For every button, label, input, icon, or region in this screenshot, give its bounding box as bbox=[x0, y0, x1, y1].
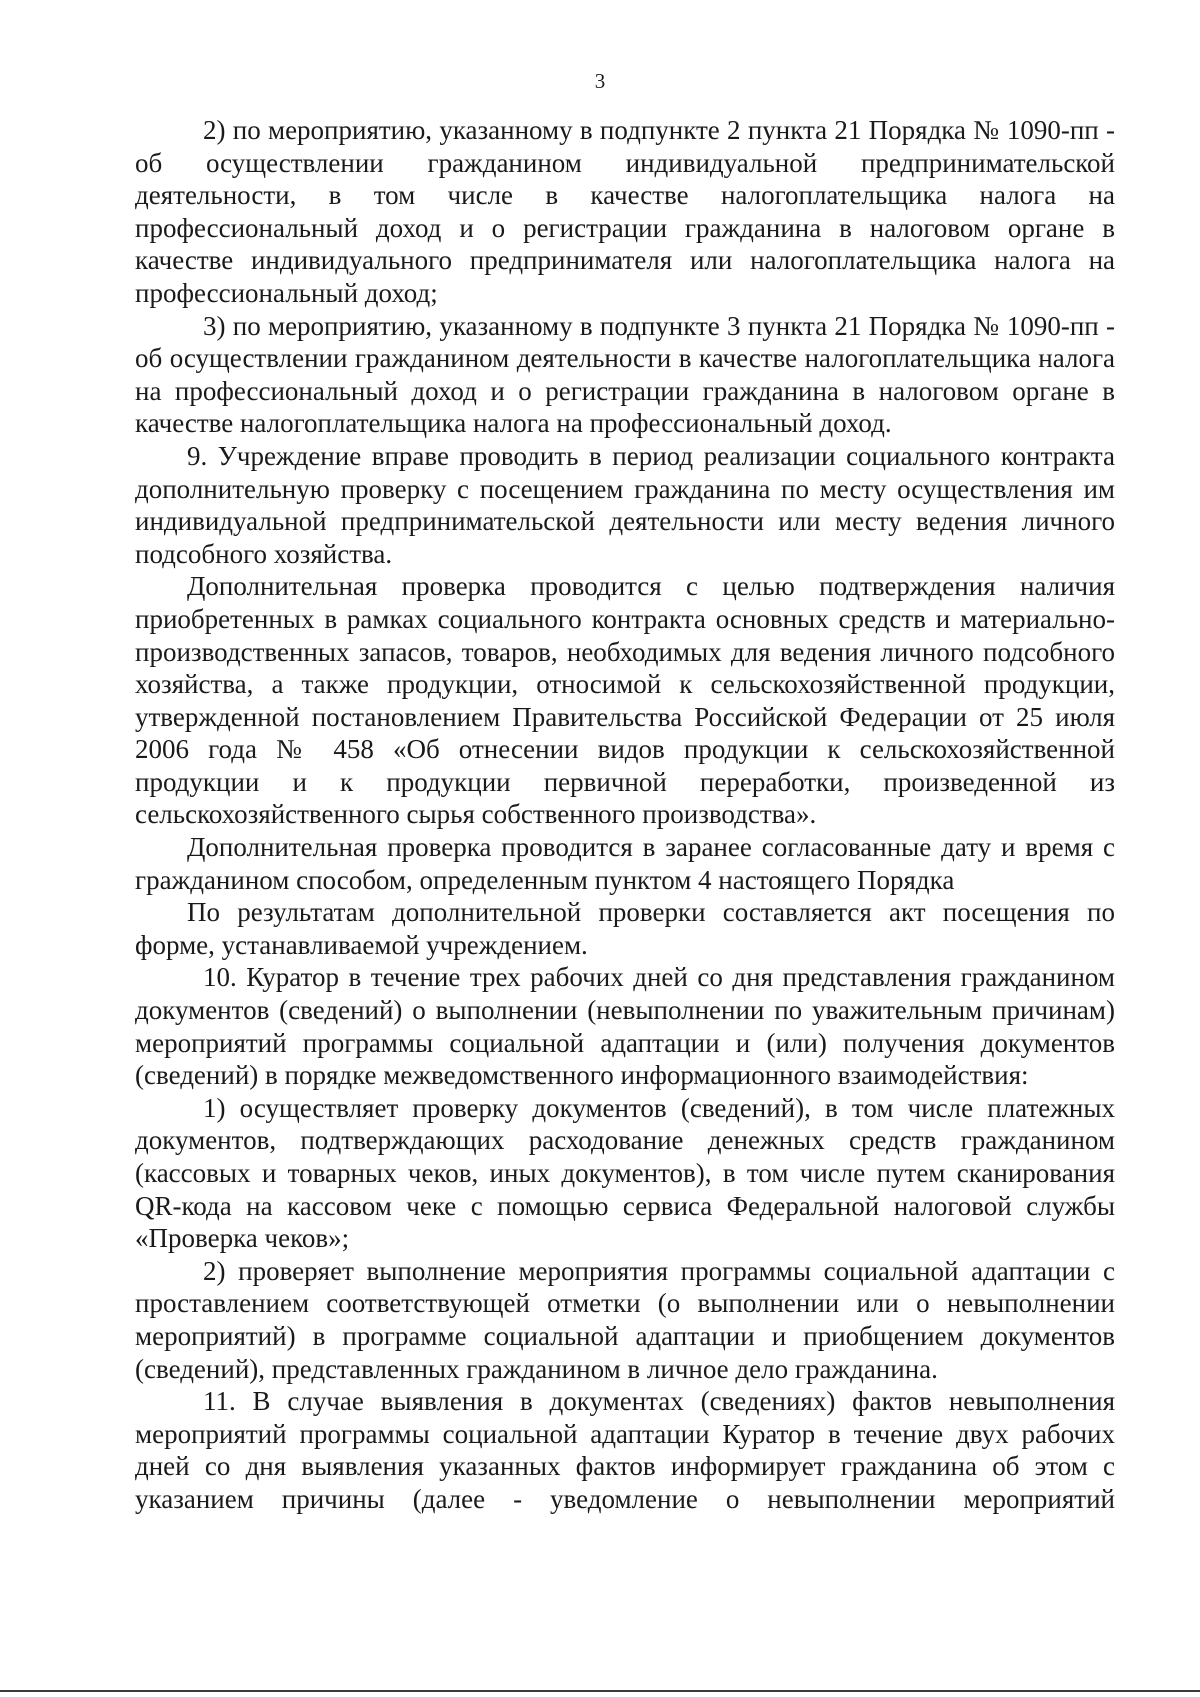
paragraph-visit-act: По результатам дополнительной проверки составляется акт посещения по форме, устанавливаемой учреждением. bbox=[135, 897, 1115, 960]
paragraph-additional-check-time: Дополнительная проверка проводится в заранее согласованные дату и время с гражданином способом, определенным пунктом 4 настоящего Порядка bbox=[135, 832, 1115, 895]
page-bottom-rule bbox=[0, 1690, 1200, 1692]
paragraph-clause-10-item-2: 2) проверяет выполнение мероприятия программы социальной адаптации с проставлением соответствующей отметки (о выполнении или о невыполнении мероприятий) в программе социальной адаптации и приобщением документов (сведений), представленных гражданином в личное дело гражданина. bbox=[135, 1255, 1115, 1384]
document-body bbox=[135, 114, 1115, 1516]
paragraph-clause-10-item-1: 1) осуществляет проверку документов (сведений), в том числе платежных документов, подтверждающих расходование денежных средств гражданином (кассовых и товарных чеков, иных документов), в том числе путем сканирования QR-кода на кассовом чеке с помощью сервиса Федеральной налоговой службы «Проверка чеков»; bbox=[135, 1092, 1115, 1254]
paragraph-additional-check-purpose: Дополнительная проверка проводится с целью подтверждения наличия приобретенных в рамках социального контракта основных средств и материально-производственных запасов, товаров, необходимых для ведения личного подсобного хозяйства, а также продукции, относимой к сельскохозяйственной продукции, утвержденной постановлением Правительства Российской Федерации от 25 июля 2006 года № 458 «Об отнесении видов продукции к сельскохозяйственной продукции и к продукции первичной переработки, произведенной из сельскохозяйственного сырья собственного производства». bbox=[135, 571, 1115, 830]
paragraph-subitem-3: 3) по мероприятию, указанному в подпункте 3 пункта 21 Порядка № 1090-пп - об осуществлении гражданином деятельности в качестве налогоплательщика налога на профессиональный доход и о регистрации гражданина в налоговом органе в качестве налогоплательщика налога на профессиональный доход. bbox=[135, 310, 1115, 439]
page-number: 3 bbox=[594, 69, 606, 93]
paragraph-clause-10: 10. Куратор в течение трех рабочих дней со дня представления гражданином документов (сведений) о выполнении (невыполнении по уважительным причинам) мероприятий программы социальной адаптации и (или) получения документов (сведений) в порядке межведомственного информационного взаимодействия: bbox=[135, 962, 1115, 1091]
paragraph-clause-9: 9. Учреждение вправе проводить в период реализации социального контракта дополнительную проверку с посещением гражданина по месту осуществления им индивидуальной предпринимательской деятельности или месту ведения личного подсобного хозяйства. bbox=[135, 440, 1115, 569]
paragraph-subitem-2: 2) по мероприятию, указанному в подпункте 2 пункта 21 Порядка № 1090-пп - об осуществлении гражданином индивидуальной предпринимательской деятельности, в том числе в качестве налогоплательщика налога на профессиональный доход и о регистрации гражданина в налоговом органе в качестве индивидуального предпринимателя или налогоплательщика налога на профессиональный доход; bbox=[135, 115, 1115, 308]
paragraph-clause-11: 11. В случае выявления в документах (сведениях) фактов невыполнения мероприятий программы социальной адаптации Куратор в течение двух рабочих дней со дня выявления указанных фактов информирует гражданина об этом с указанием причины (далее - уведомление о невыполнении мероприятий bbox=[135, 1386, 1115, 1514]
